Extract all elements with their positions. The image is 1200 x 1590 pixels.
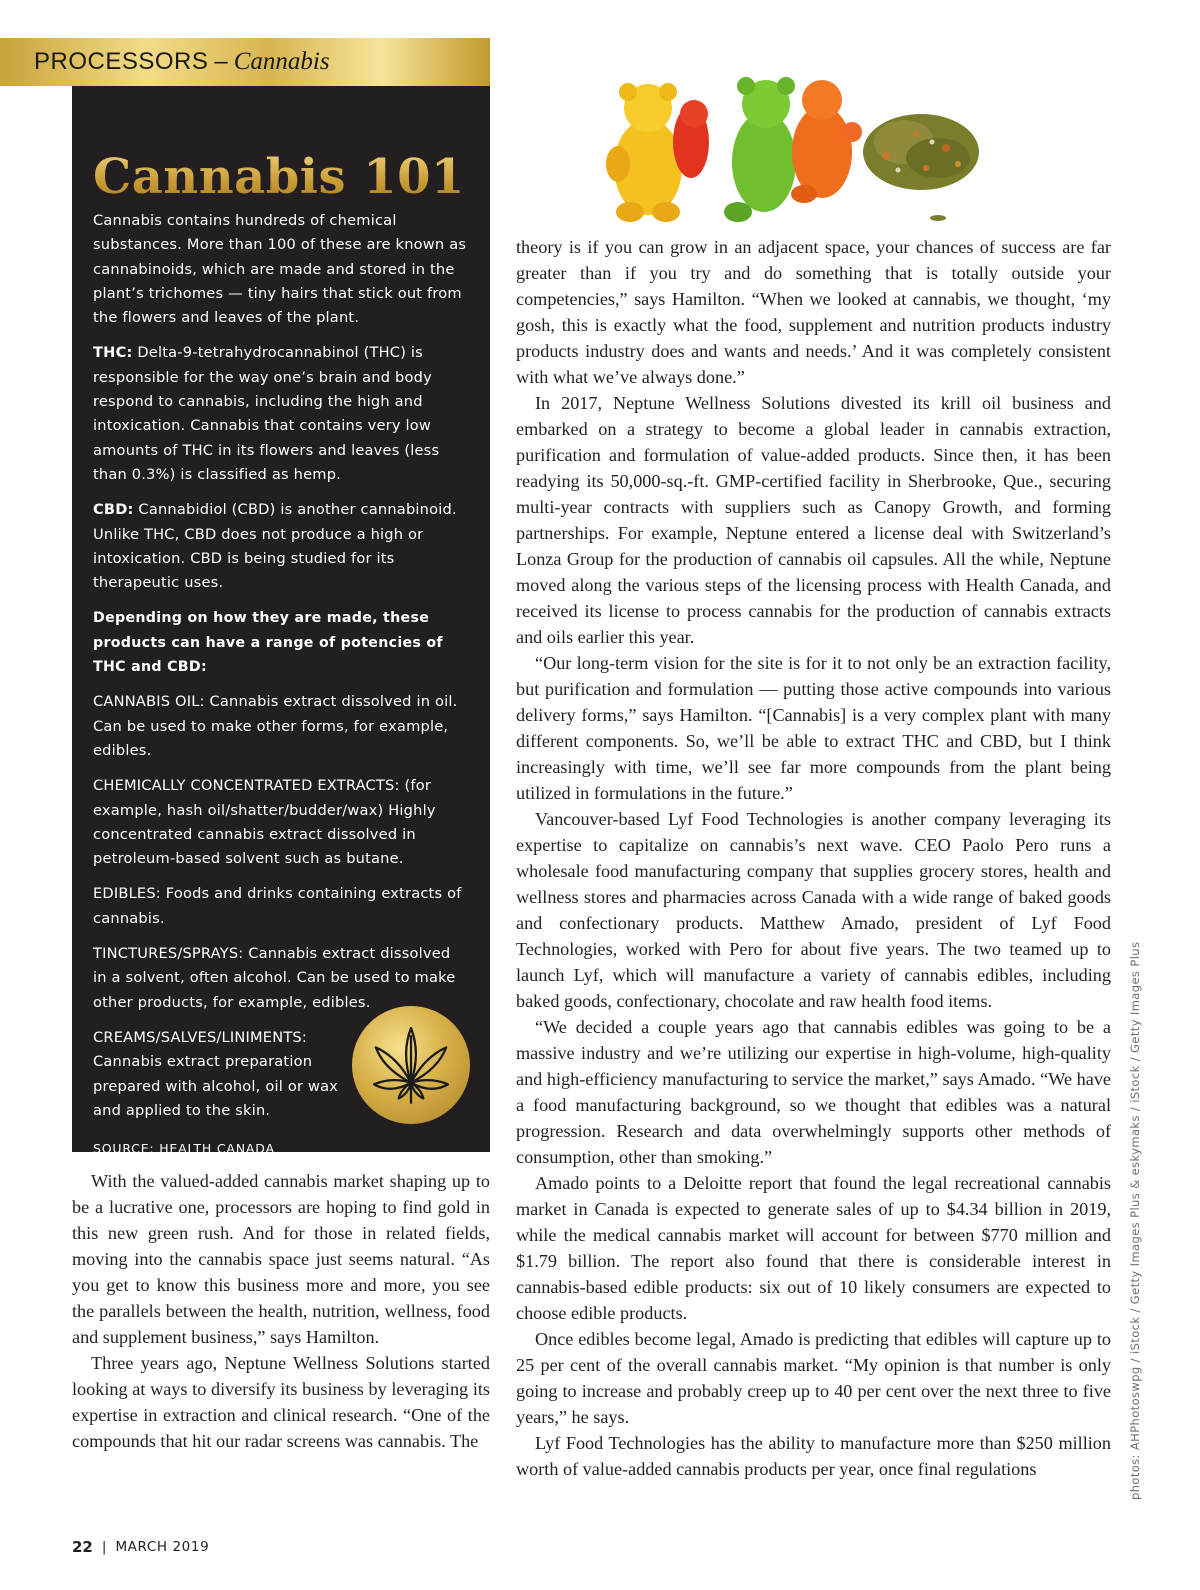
sidebar-intro: Cannabis contains hundreds of chemical substances. More than 100 of these are known as cannabinoids, which are made and stored in the plant’s trichomes — tiny hairs that stick out from the flowers and leaves of the plant. (93, 212, 467, 327)
yellow-gummy-bear (606, 83, 682, 222)
product-text: (for example, hash oil/shatter/budder/wax) Highly concentrated cannabis extract dissolved in petroleum-based solvent such as butane. (93, 777, 436, 868)
green-gummy-bear (724, 77, 796, 222)
cannabis-bud (863, 114, 979, 221)
sidebar-entry-cbd (93, 498, 468, 595)
section-dash: – (214, 48, 228, 75)
cannabis-leaf-badge (352, 1006, 470, 1124)
section-banner (0, 38, 490, 86)
article-paragraph: Three years ago, Neptune Wellness Solutions started looking at ways to diversify its business by leveraging its expertise in extraction and clinical research. “One of the compounds that hit our radar screens was cannabis. The (72, 1353, 490, 1451)
sidebar-title: Cannabis 101 (93, 148, 468, 206)
entry-text: Delta-9-tetrahydrocannabinol (THC) is responsible for the way one’s brain and body respond to cannabis, including the high and intoxication. Cannabis that contains very low amounts of THC in its flowers and leaves (less than 0.3%) is classified as hemp. (93, 344, 440, 483)
orange-gummy-bear (791, 80, 862, 203)
entry-term: CBD: (93, 501, 134, 519)
product-cannabis-oil (93, 690, 468, 763)
product-text: Cannabis extract preparation prepared with alcohol, oil or wax and applied to the skin. (93, 1053, 339, 1119)
section-label: PROCESSORS (34, 48, 209, 75)
article-paragraph: Vancouver-based Lyf Food Technologies is another company leveraging its expertise to capitalize on cannabis’s next wave. CEO Paolo Pero runs a wholesale food manufacturing company that supplies grocery stores, health and wellness stores and pharmacies across Canada with a wide range of baked goods and confectionary products. Matthew Amado, president of Lyf Food Technologies, worked with Pero for about five years. The two teamed up to launch Lyf, which will manufacture a variety of cannabis edibles, including baked goods, confectionary, chocolate and raw health food items. (516, 809, 1111, 1011)
gummies-and-cannabis-photo (586, 72, 986, 232)
article-column-left (72, 1168, 490, 1454)
cannabis-101-sidebar (72, 86, 490, 1157)
article-paragraph: Lyf Food Technologies has the ability to manufacture more than $250 million worth of value-added cannabis products per year, once final regulations (516, 1433, 1111, 1479)
product-term: CHEMICALLY CONCENTRATED EXTRACTS: (93, 777, 400, 795)
product-term: CANNABIS OIL: (93, 693, 205, 711)
article-paragraph: With the valued-added cannabis market shaping up to be a lucrative one, processors are hoping to find gold in this new green rush. And for those in related fields, moving into the cannabis space just seems natural. “As you get to know this business more and more, you see the parallels between the health, nutrition, wellness, food and supplement business,” says Hamilton. (72, 1171, 490, 1347)
product-tinctures (93, 942, 468, 1015)
photo-credit: photos: AHPhotoswpg / iStock / Getty Images Plus & eskymaks / iStock / Getty Images Plus (1128, 941, 1142, 1500)
article-paragraph: Amado points to a Deloitte report that found the legal recreational cannabis market in Canada is expected to generate sales of up to $4.34 billion in 2019, while the medical cannabis market will account for between $770 million and $1.79 billion. The report also found that there is considerable interest in cannabis-based edible products: six out of 10 likely consumers are expected to choose edible products. (516, 1173, 1111, 1323)
entry-term: THC: (93, 344, 133, 362)
article-paragraph: Once edibles become legal, Amado is predicting that edibles will capture up to 25 per cent of the overall cannabis market. “My opinion is that number is only going to increase and probably creep up to 40 per cent over the next three to five years,” he says. (516, 1329, 1111, 1427)
article-paragraph: In 2017, Neptune Wellness Solutions divested its krill oil business and embarked on a strategy to become a global leader in cannabis extraction, purification and formulation of value-added products. Since then, it has been readying its 50,000-sq.-ft. GMP-certified facility in Sherbrooke, Que., securing multi-year contracts with suppliers such as Canopy Growth, and forming partnerships. For example, Neptune entered a license deal with Switzerland’s Lonza Group for the production of cannabis oil capsules. All the while, Neptune moved along the various steps of the licensing process with Health Canada, and received its license to process cannabis for the production of cannabis extracts and oils earlier this year. (516, 393, 1111, 647)
article-paragraph: theory is if you can grow in an adjacent space, your chances of success are far greater than if you try and do something that is totally outside your competencies,” says Hamilton. “When we looked at cannabis, we thought, ‘my gosh, this is exactly what the food, supplement and nutrition products industry products industry does and wants and needs.’ And it was completely consistent with what we’ve always done.” (516, 237, 1111, 387)
product-concentrated-extracts (93, 774, 468, 871)
product-term: EDIBLES: (93, 885, 161, 903)
section-sublabel: Cannabis (233, 48, 330, 75)
product-edibles (93, 882, 468, 931)
product-text: Cannabis extract dissolved in a solvent, often alcohol. Can be used to make other products, for example, edibles. (93, 945, 456, 1011)
product-text: Foods and drinks containing extracts of cannabis. (93, 885, 462, 927)
photo-illustration (586, 72, 986, 232)
product-text: Cannabis extract dissolved in oil. Can be used to make other forms, for example, edibles. (93, 693, 458, 759)
product-term: CREAMS/SALVES/LINIMENTS: (93, 1028, 308, 1046)
sidebar-source: SOURCE: HEALTH CANADA (93, 1141, 275, 1157)
cannabis-leaf-icon (367, 1021, 455, 1109)
sidebar-entry-thc (93, 341, 468, 487)
product-term: TINCTURES/SPRAYS: (93, 945, 244, 963)
article-paragraph: “We decided a couple years ago that cannabis edibles was going to be a massive industry and we’re utilizing our expertise in high-volume, high-quality and high-efficiency manufacturing to service the market,” says Amado. “We have a food manufacturing background, so we thought that edibles was a natural progression. Research and data overwhelmingly supports other methods of consumption, other than smoking.” (516, 1017, 1111, 1167)
page-number: 22 (72, 1538, 93, 1556)
red-gummy-bear (673, 100, 709, 178)
entry-text: Cannabidiol (CBD) is another cannabinoid. Unlike THC, CBD does not produce a high or intoxication. CBD is being studied for its therapeutic uses. (93, 501, 457, 592)
article-paragraph: “Our long-term vision for the site is for it to not only be an extraction facility, but purification and formulation — putting those active compounds into various delivery forms,” says Hamilton. “[Cannabis] is a very complex plant with many different components. So, we’ll be able to extract THC and CBD, but I think increasingly with time, we’ll see far more compounds from the plant being utilized in formulations in the future.” (516, 653, 1111, 803)
issue-date: MARCH 2019 (115, 1539, 210, 1555)
page-footer (72, 1538, 209, 1556)
product-creams (93, 1026, 343, 1123)
footer-separator: | (101, 1539, 107, 1555)
article-column-right (516, 234, 1111, 1482)
sidebar-note: Depending on how they are made, these products can have a range of potencies of THC and CBD: (93, 610, 443, 676)
